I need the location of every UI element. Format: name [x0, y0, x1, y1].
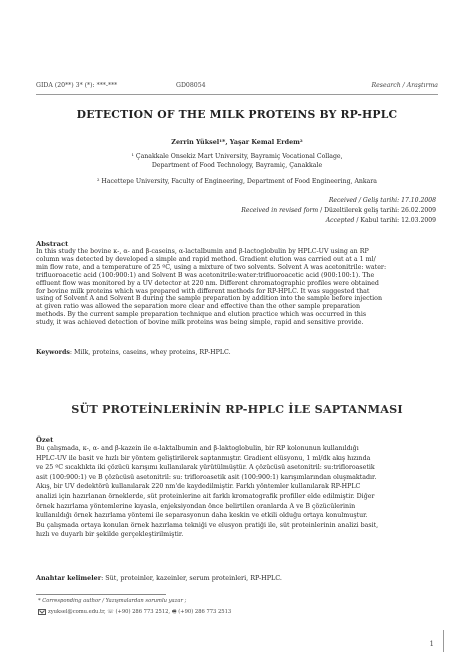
abstract-line: effluent flow was monitored by a UV detector at 220 nm. Different chromatographic profiles were obtained	[36, 279, 379, 287]
ozet-body	[36, 444, 436, 540]
abstract-line: methods. By the current sample preparation technique and elution practice which was occurred in this	[36, 311, 367, 319]
received-date: Received / Geliş tarihi: 17.10.2008	[328, 197, 436, 204]
ozet-line: asit (100:900:1) ve B çözücüsü asetonitril: su: trifloroasetik asit (100:900:1) karışımlarından oluşmaktadır.	[36, 473, 377, 481]
revised-date: Received in revised form / Düzeltilerek geliş tarihi: 26.02.2009	[241, 207, 436, 214]
running-header	[36, 82, 438, 92]
abstract-line: column was detected by developed a simple and rapid method. Gradient elution was carried out at a 1 ml/	[36, 255, 376, 263]
page-corner-mark	[443, 630, 444, 652]
abstract-line: study, it was achieved detection of bovine milk proteins was being simple, rapid and sensitive provide.	[36, 319, 364, 327]
abstract-heading: Abstract	[36, 240, 69, 248]
turkish-title: SÜT PROTEİNLERİNİN RP-HPLC İLE SAPTANMASI	[71, 402, 403, 416]
accepted-date: Accepted / Kabul tarihi: 12.03.2009	[325, 217, 436, 224]
keywords-label: Keywords	[36, 349, 70, 356]
affiliation-1-line-1: ¹ Çanakkale Onsekiz Mart University, Bayramiç Vocational Collage,	[131, 153, 343, 160]
header-divider	[36, 94, 438, 95]
contact-text: zyuksel@comu.edu.tr, ☏ (+90) 286 773 2512, 🖷 (+90) 286 773 2513	[48, 609, 232, 615]
ozet-line: örnek hazırlama yöntemlerine kıyasla, enjeksiyondan önce belirtilen oranlarda A ve B çözücülerinin	[36, 502, 356, 510]
anahtar-label: Anahtar kelimeler	[36, 574, 102, 582]
anahtar-kelimeler	[36, 574, 436, 582]
abstract-line: trifluoroacetic acid (100:900:1) and Solvent B was acetonitrile:water:trifluoroacetic acid (900:100:1). The	[36, 271, 375, 279]
abstract-line: min flow rate, and a temperature of 25 ºC, using a mixture of two solvents. Solvent A was acetonitrile: water:	[36, 263, 387, 271]
article-code: GD08054	[176, 82, 206, 89]
ozet-line: analizi için hazırlanan örneklerde, süt proteinlerine ait farklı kromatografik profiller elde edilmiştir. Diğer	[36, 492, 375, 500]
abstract-line: for bovine milk proteins which was prepared with different methods for RP-HPLC. It was suggested that	[36, 287, 370, 295]
article-section: Research / Araştırma	[371, 82, 438, 89]
ozet-line: Bu çalışmada, κ-, α- and β-kazein ile α-laktalbumin and β-laktoglobulin, bir RP kolonunun kullanıldığı	[36, 445, 359, 452]
ozet-line: hızlı ve duyarlı bir şekilde gerçekleştirilmiştir.	[36, 531, 184, 539]
page-number: 1	[429, 640, 434, 648]
abstract-line: at given ratio was allowed the separation more clear and effective than the other sample preparation	[36, 303, 361, 311]
ozet-line: ve 25 ºC sıcaklıkta iki çözücü karışımı kullanılarak yürütülmüştür. A çözücüsü asetonitril: su:trifloroasetik	[36, 464, 375, 472]
abstract-line: In this study the bovine κ-, α- and β-caseins, α-lactalbumin and β-lactoglobulin by HPLC-UV using an RP	[36, 248, 369, 255]
english-title: DETECTION OF THE MILK PROTEINS BY RP-HPLC	[76, 108, 398, 121]
contact-info	[38, 608, 231, 617]
affiliation-1	[36, 153, 438, 170]
abstract-body	[36, 248, 436, 327]
corresponding-author-note: * Corresponding author / Yazışmalardan sorumlu yazar ;	[38, 598, 187, 604]
footnote-divider	[36, 594, 166, 595]
submission-dates	[241, 196, 436, 226]
ozet-heading: Özet	[36, 436, 54, 444]
affiliation-2	[36, 178, 438, 187]
journal-citation: GIDA (20**) 3* (*): ***-***	[36, 82, 118, 89]
ozet-line: Akış, bir UV dedektörü kullanılarak 220 nm'de kaydedilmiştir. Farklı yöntemler kullanılarak RP-HPLC	[36, 483, 361, 491]
affiliation-1-line-2: Department of Food Technology, Bayramiç, Çanakkale	[151, 161, 323, 169]
ozet-line: Bu çalışmada ortaya konulan örnek hazırlama tekniği ve elusyon pratiği ile, süt proteinlerinin analizi basit,	[36, 521, 379, 529]
ozet-line: HPLC-UV ile basit ve hızlı bir yöntem geliştirilerek saptanmıştır. Gradient elüsyonu, 1 ml/dk akış hızında	[36, 454, 371, 462]
envelope-icon	[38, 609, 46, 615]
keywords-text: : Milk, proteins, caseins, whey proteins, RP-HPLC.	[69, 349, 231, 356]
anahtar-text: : Süt, proteinler, kazeinler, serum proteinleri, RP-HPLC.	[101, 574, 282, 582]
ozet-line: kullanıldığı örnek hazırlama yöntemi ile separasyonun daha keskin ve etkili olduğu ortaya konulmuştur.	[36, 512, 368, 520]
abstract-line: using of Solvent A and Solvent B during the sample preparation by addition into the sample before injection	[36, 295, 382, 303]
author-list: Zerrin Yüksel¹*, Yaşar Kemal Erdem²	[171, 138, 303, 146]
affiliation-2-line-1: ² Hacettepe University, Faculty of Engineering, Department of Food Engineering, Ankara	[96, 178, 377, 185]
keywords	[36, 349, 436, 356]
